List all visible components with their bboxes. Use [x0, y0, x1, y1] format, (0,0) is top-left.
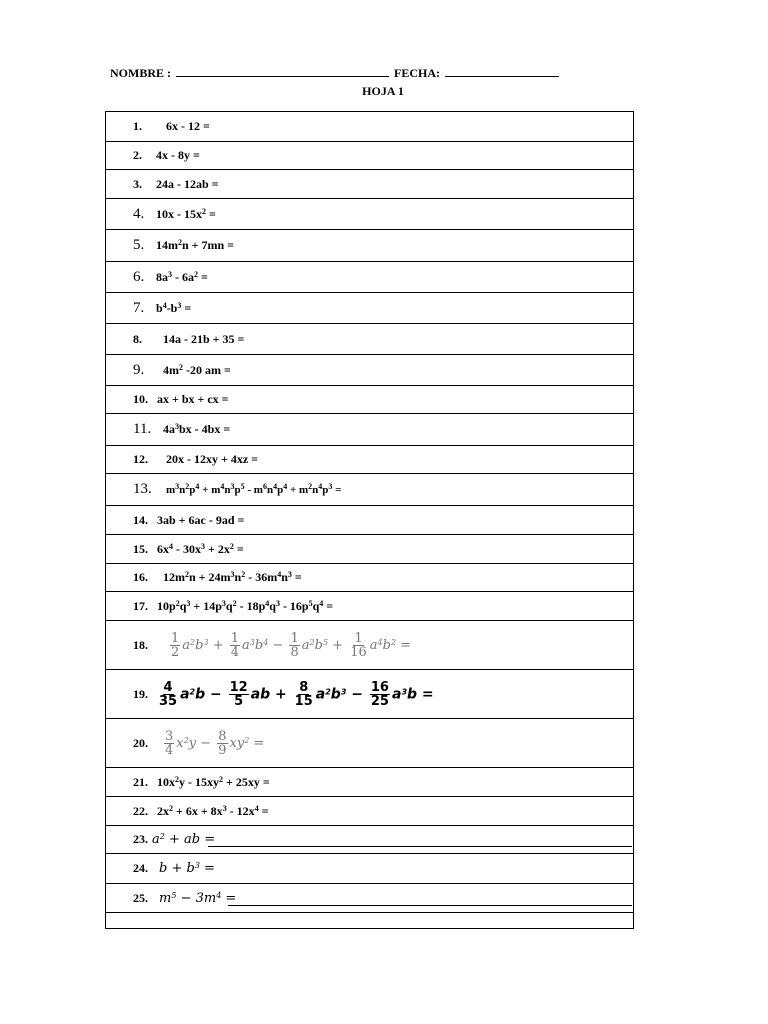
worksheet-header: [110, 66, 670, 81]
exercise-number: 17.: [133, 598, 148, 613]
exercise-number: 22.: [133, 803, 148, 818]
exercise-row: [106, 386, 633, 414]
exercise-row: [106, 170, 633, 199]
exercise-number: 18.: [133, 637, 148, 652]
exercise-number: 3.: [133, 176, 142, 191]
exercise-expression: $6x^4 - 30x^3 + 2x^2$ =: [157, 541, 244, 556]
exercise-row: [106, 768, 633, 797]
exercise-row: [106, 474, 633, 506]
exercise-expression: $4a^3bx - 4bx$ =: [163, 422, 231, 436]
exercise-row: [106, 506, 633, 535]
answer-line[interactable]: [208, 834, 632, 847]
exercise-number: 5.: [133, 237, 145, 253]
exercise-expression: 4x - 8y =: [156, 148, 200, 162]
exercise-table: [105, 111, 634, 929]
exercise-row: [106, 112, 633, 142]
exercise-row: [106, 142, 633, 170]
exercise-number: 10.: [133, 392, 148, 406]
name-date-line: [110, 66, 670, 81]
exercise-expression: $8a^3 - 6a^2$ =: [156, 269, 208, 284]
exercise-row: [106, 621, 633, 670]
exercise-expression: 24a - 12ab =: [156, 176, 219, 191]
name-field[interactable]: [176, 66, 389, 77]
exercise-number: 11.: [133, 421, 152, 437]
exercise-number: 4.: [133, 205, 145, 222]
exercise-row: [106, 199, 633, 230]
exercise-row: [106, 446, 633, 474]
exercise-expression: $12m^2n + 24m^3n^2 - 36m^4n^3$ =: [163, 570, 302, 584]
exercise-number: 1.: [133, 119, 142, 133]
exercise-expression: $m^5 - 3m^4$ =: [159, 890, 237, 906]
exercise-expression: $b^4-b^3$ =: [156, 300, 192, 315]
exercise-number: 25.: [133, 890, 148, 905]
exercise-expression: $14m^2n + 7mn$ =: [156, 238, 235, 252]
exercise-number: 8.: [133, 331, 142, 346]
exercise-row: [106, 884, 633, 913]
exercise-expression: $10x^2y - 15xy^2 + 25xy$ =: [157, 774, 270, 789]
exercise-expression: 6x - 12 =: [166, 119, 210, 133]
date-field[interactable]: [445, 66, 559, 77]
exercise-row: [106, 719, 633, 768]
exercise-row: [106, 535, 633, 564]
exercise-row: [106, 797, 633, 826]
exercise-number: 12.: [133, 452, 148, 466]
exercise-expression: $\frac{3}{4}$ $x^2y$ − $\frac{8}{9}$ $xy^2$ =: [165, 728, 265, 758]
answer-line[interactable]: [228, 893, 632, 906]
exercise-number: 20.: [133, 735, 148, 750]
exercise-number: 7.: [133, 299, 145, 316]
exercise-number: 14.: [133, 512, 148, 527]
date-label: FECHA:: [394, 66, 440, 80]
exercise-number: 2.: [133, 148, 142, 162]
name-label: NOMBRE :: [110, 66, 171, 80]
exercise-row: [106, 355, 633, 386]
exercise-expression: $a^2$ + ab =: [152, 832, 216, 847]
exercise-expression: $b + b^3$ =: [159, 861, 215, 876]
exercise-expression: $4m^2$ -20 am =: [163, 362, 231, 377]
exercise-expression: $2x^2 + 6x + 8x^3 - 12x^4$ =: [157, 803, 269, 818]
exercise-row: [106, 324, 633, 355]
exercise-row: [106, 262, 633, 293]
exercise-expression: 14a - 21b + 35 =: [163, 331, 245, 346]
exercise-row: [106, 826, 633, 854]
exercise-row: [106, 670, 633, 719]
exercise-row: [106, 592, 633, 621]
exercise-expression: $10p^2q^3 + 14p^3q^2 - 18p^4q^3 - 16p^5q^4$ =: [157, 598, 334, 613]
exercise-row: [106, 564, 633, 592]
exercise-number: 13.: [133, 481, 152, 497]
exercise-number: 9.: [133, 361, 145, 378]
exercise-expression: $10x - 15x^2$ =: [156, 206, 216, 221]
exercise-number: 15.: [133, 541, 148, 556]
exercise-expression: $\frac{1}{2}$ $a^2b^3$ + $\frac{1}{4}$ $a^3b^4$ − $\frac{1}{8}$ $a^2b^5$ + $\frac{1}{16}$ $a^4b^2$ =: [171, 630, 412, 660]
sheet-title: HOJA 1: [362, 84, 404, 98]
exercise-number: 6.: [133, 268, 145, 285]
exercise-row: [106, 414, 633, 446]
table-footer-row: [106, 913, 633, 929]
exercise-row: [106, 293, 633, 324]
exercise-expression: $\frac{4}{35}$ $a^2b$ − $\frac{12}{5}$ ab + $\frac{8}{15}$ $a^2b^3$ − $\frac{16}{25}$ $a^3b$ =: [159, 679, 434, 709]
exercise-expression: 3ab + 6ac - 9ad =: [157, 512, 245, 527]
exercise-number: 21.: [133, 774, 148, 789]
exercise-expression: $m^3n^2p^4 + m^4n^3p^5 - m^6n^4p^4 + m^2n^4p^3$ =: [166, 481, 342, 496]
exercise-row: [106, 854, 633, 884]
exercise-number: 24.: [133, 861, 148, 875]
exercise-row: [106, 230, 633, 262]
exercise-expression: 20x - 12xy + 4xz =: [166, 452, 258, 466]
exercise-number: 23.: [133, 832, 148, 846]
exercise-number: 19.: [133, 686, 148, 701]
exercise-expression: ax + bx + cx =: [157, 392, 229, 406]
exercise-number: 16.: [133, 570, 148, 584]
